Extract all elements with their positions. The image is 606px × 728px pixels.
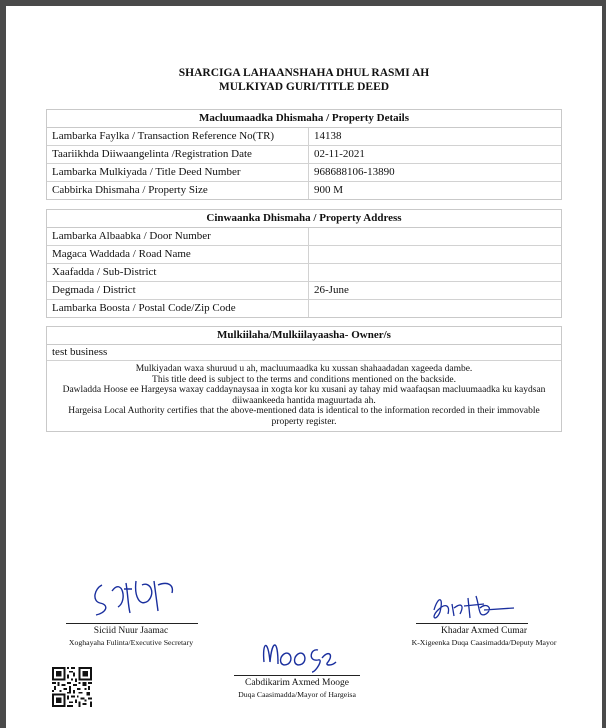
signatory-left <box>36 626 226 648</box>
document-page <box>6 6 602 728</box>
signature-right-image <box>424 588 516 628</box>
signatory-name: Khadar Axmed Cumar <box>440 626 527 636</box>
notice-line: diiwaankeeda hantida maguurtada ah. <box>232 395 376 406</box>
signature-line-left <box>66 623 198 624</box>
row-value: 14138 <box>314 130 342 142</box>
signature-center-image <box>258 632 338 676</box>
signatory-center <box>202 678 392 700</box>
row-value: 26-June <box>314 284 349 296</box>
title-line-1: SHARCIGA LAHAANSHAHA DHUL RASMI AH <box>178 67 430 79</box>
property-address-header: Cinwaanka Dhismaha / Property Address <box>47 210 561 228</box>
row-label: Xaafadda / Sub-District <box>47 264 309 281</box>
signatory-name: Cabdikarim Axmed Mooge <box>245 678 349 688</box>
row-value <box>309 264 561 281</box>
owners-header: Mulkiilaha/Mulkiilayaasha- Owner/s <box>47 327 561 345</box>
signatory-right <box>384 626 584 648</box>
row-label: Lambarka Albaabka / Door Number <box>47 228 309 245</box>
row-value <box>309 300 561 317</box>
row-value: 900 M <box>314 184 344 196</box>
row-label: Magaca Waddada / Road Name <box>47 246 309 263</box>
table-row <box>47 146 561 164</box>
table-row <box>47 300 561 317</box>
table-row <box>47 282 561 300</box>
owners-table <box>46 326 562 432</box>
signatory-role: Xoghayaha Fulinta/Executive Secretary <box>68 638 194 647</box>
signatory-role: Duqa Caasimadda/Mayor of Hargeisa <box>238 690 356 699</box>
title-line-2: MULKIYAD GURI/TITLE DEED <box>218 81 390 93</box>
qr-code-icon <box>52 667 92 707</box>
table-row <box>47 128 561 146</box>
row-value <box>309 246 561 263</box>
property-details-table <box>46 109 562 200</box>
table-row <box>47 264 561 282</box>
property-details-header: Macluumaadka Dhismaha / Property Details <box>47 110 561 128</box>
signatory-name: Siciid Nuur Jaamac <box>93 626 169 636</box>
signature-line-center <box>234 675 360 676</box>
signature-line-right <box>416 623 528 624</box>
table-row <box>47 228 561 246</box>
notice-line: Dawladda Hoose ee Hargeysa waxay caddaynaysaa in xogta kor ku xusani ay tahay mid waafaqsan macluumaadka ku kaydsan <box>62 385 546 395</box>
table-row <box>47 164 561 182</box>
notice-line: Hargeisa Local Authority certifies that the above-mentioned data is identical to the information recorded in their immovable property register. <box>68 406 540 427</box>
table-row <box>47 182 561 199</box>
table-row <box>47 246 561 264</box>
row-label: Cabbirka Dhismaha / Property Size <box>47 182 309 199</box>
row-label: Lambarka Mulkiyada / Title Deed Number <box>47 164 309 181</box>
legal-notice <box>47 361 561 431</box>
row-value <box>309 228 561 245</box>
notice-line: Mulkiyadan waxa shuruud u ah, macluumaadka ku xussan shahaadadan xageeda dambe. <box>135 364 473 374</box>
row-label: Degmada / District <box>47 282 309 299</box>
row-value: 968688106-13890 <box>314 166 395 178</box>
row-value: 02-11-2021 <box>314 148 365 160</box>
row-label: Lambarka Boosta / Postal Code/Zip Code <box>47 300 309 317</box>
signature-left-image <box>88 571 184 623</box>
row-label: Taariikhda Diiwaangelinta /Registration Date <box>47 146 309 163</box>
row-label: Lambarka Faylka / Transaction Reference No(TR) <box>47 128 309 145</box>
notice-line: This title deed is subject to the terms and conditions mentioned on the backside. <box>152 374 456 385</box>
signatory-role: K-Xigeenka Duqa Caasimadda/Deputy Mayor <box>411 638 557 647</box>
document-title <box>6 66 602 94</box>
owner-name: test business <box>47 345 561 361</box>
property-address-table <box>46 209 562 318</box>
